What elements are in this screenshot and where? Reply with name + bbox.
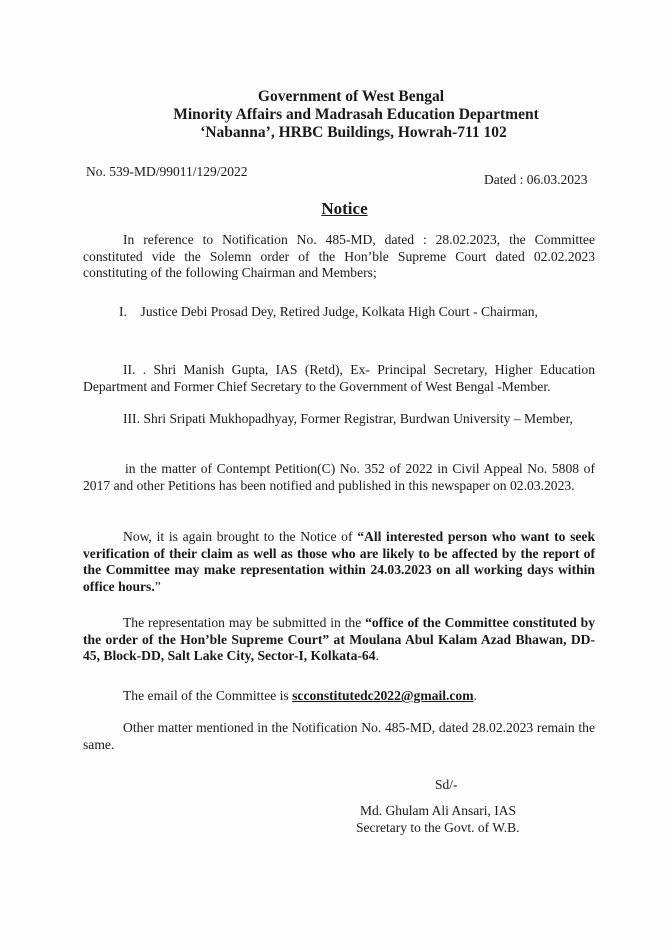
representation-prefix: The representation may be submitted in the: [123, 615, 366, 630]
now-prefix: Now, it is again brought to the Notice of: [123, 529, 358, 544]
member-item-3: [83, 411, 595, 428]
signature-sd: Sd/-: [435, 777, 458, 792]
email-suffix: .: [473, 688, 477, 703]
page-title: Notice: [321, 199, 368, 218]
member-item-2: [83, 362, 595, 395]
matter-text: in the matter of Contempt Petition(C) No. 352 of 2022 in Civil Appeal No. 5808 of 2017 and other Petitions has been notified and published in this newspaper on 02.03.2023.: [83, 461, 595, 493]
matter-paragraph: [83, 461, 595, 494]
member-numeral: I.: [119, 304, 127, 319]
intro-paragraph: [83, 232, 595, 282]
reference-number: No. 539-MD/99011/129/2022: [86, 164, 248, 179]
member-numeral: II. .: [123, 362, 147, 377]
representation-emphasis: “office of the Committee constituted by the order of the Hon’ble Supreme Court” at Moulana Abul Kalam Azad Bhawan, DD-45, Block-DD, Salt Lake City, Sector-I, Kolkata-64: [83, 615, 595, 663]
now-paragraph: [83, 529, 595, 595]
member-text: Shri Sripati Mukhopadhyay, Former Registrar, Burdwan University – Member,: [143, 411, 573, 426]
email-paragraph: [83, 688, 595, 705]
letterhead-government: Government of West Bengal: [257, 88, 445, 105]
signatory-designation: Secretary to the Govt. of W.B.: [356, 820, 520, 835]
signatory-name: Md. Ghulam Ali Ansari, IAS: [360, 803, 517, 818]
document-date: Dated : 06.03.2023: [484, 172, 588, 187]
other-text: Other matter mentioned in the Notification No. 485-MD, dated 28.02.2023 remain the same.: [83, 720, 595, 752]
member-text: Justice Debi Prosad Dey, Retired Judge, Kolkata High Court - Chairman,: [140, 304, 538, 319]
other-paragraph: [83, 720, 595, 753]
representation-paragraph: [83, 615, 595, 665]
email-prefix: The email of the Committee is: [123, 688, 293, 703]
letterhead-department: Minority Affairs and Madrasah Education Department: [173, 106, 539, 123]
committee-email-link[interactable]: scconstitutedc2022@gmail.com: [292, 688, 474, 703]
member-numeral: III.: [123, 411, 140, 426]
intro-text: In reference to Notification No. 485-MD, dated : 28.02.2023, the Committee constituted vide the Solemn order of the Hon’ble Supreme Court dated 02.02.2023 constituting of the following Chairman and Members;: [83, 232, 595, 280]
letterhead: [0, 88, 672, 142]
now-suffix: ”: [154, 578, 161, 594]
member-text: Shri Manish Gupta, IAS (Retd), Ex- Principal Secretary, Higher Education Department and Former Chief Secretary to the Government of West Bengal -Member.: [83, 362, 595, 394]
member-item-chairman: [83, 304, 595, 321]
now-emphasis: “All interested person who want to seek verification of their claim as well as those who are likely to be affected by the report of the Committee may make representation within 24.03.2023 on all working days within office hours.: [83, 529, 596, 594]
representation-suffix: .: [375, 648, 379, 663]
letterhead-address: ‘Nabanna’, HRBC Buildings, Howrah-711 102: [200, 124, 507, 141]
